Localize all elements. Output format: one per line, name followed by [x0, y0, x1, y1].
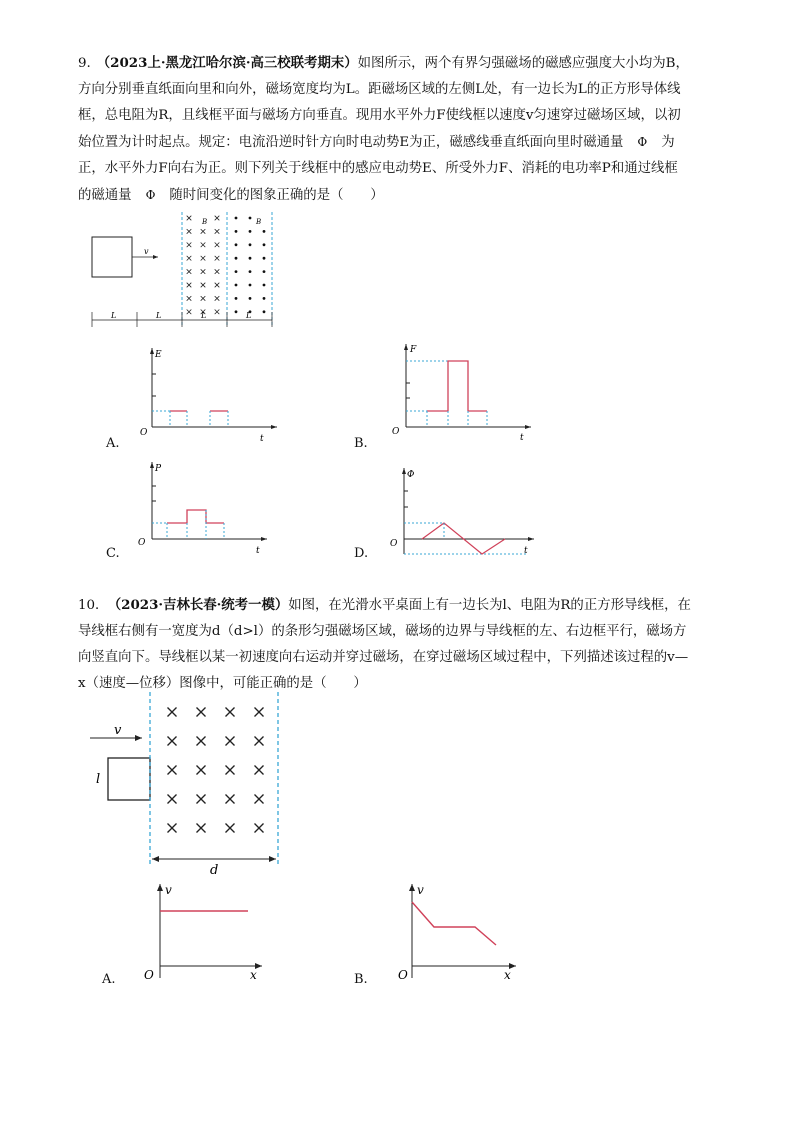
svg-text:O: O: [392, 427, 400, 437]
q10-field-diagram: [82, 692, 288, 880]
q10-option-a-graph[interactable]: [138, 880, 268, 980]
q10-source: （2023·吉林长春·统考一模）: [114, 597, 289, 613]
svg-text:O: O: [138, 538, 146, 548]
svg-text:t: t: [256, 546, 260, 556]
q9-text-6b: 随时间变化的图象正确的是（ ）: [169, 188, 384, 203]
field-out-dots: [235, 217, 266, 314]
q9-option-a-graph[interactable]: [132, 342, 282, 444]
svg-text:O: O: [398, 968, 408, 980]
question-10: [78, 592, 728, 697]
svg-text:t: t: [524, 546, 528, 556]
q9-text-4b: 为: [661, 135, 675, 150]
dim-label-3: L: [201, 311, 207, 320]
q10-option-a-label[interactable]: A.: [102, 972, 116, 987]
q10-line-4: x（速度—位移）图像中，可能正确的是（ ）: [78, 676, 367, 691]
svg-text:t: t: [520, 433, 524, 443]
svg-text:O: O: [140, 428, 148, 438]
q9-option-b-graph[interactable]: [386, 338, 536, 444]
field-label-in: B: [202, 218, 208, 226]
field-in-crosses: [187, 216, 220, 314]
velocity-arrowhead: [153, 255, 158, 259]
width-label: d: [210, 863, 219, 878]
q9-line-4: [78, 129, 728, 156]
phi-symbol-2: Φ: [145, 188, 156, 202]
q10-text-1: 如图，在光滑水平桌面上有一边长为l、电阻为R的正方形导线框，在: [288, 598, 691, 613]
field-label-out: B: [256, 218, 262, 226]
svg-text:O: O: [144, 968, 154, 980]
question-9: [78, 50, 728, 209]
dim-label-1: L: [111, 311, 117, 320]
q9-text-4a: 始位置为计时起点。规定：电流沿逆时针方向时电动势E为正，磁感线垂直纸面向里时磁通量: [78, 135, 624, 150]
dim-label-2: L: [156, 311, 162, 320]
q9-text-6a: 的磁通量: [78, 188, 132, 203]
q9-line-5: 正，水平外力F向右为正。则下列关于线框中的感应电动势E、所受外力F、消耗的电功率P和通过线框: [78, 161, 678, 176]
q9-line-3: 框，总电阻为R，且线框平面与磁场方向垂直。现用水平外力F使线框以速度v匀速穿过磁场区域，以初: [78, 108, 681, 123]
q9-line-6: [78, 182, 728, 209]
q10-line-2: 导线框右侧有一宽度为d（d>l）的条形匀强磁场区域，磁场的边界与导线框的左、右边框平行，磁场方: [78, 624, 687, 639]
svg-text:v: v: [417, 883, 424, 897]
q9-option-c-label[interactable]: C.: [106, 546, 120, 561]
svg-text:F: F: [410, 345, 417, 355]
velocity-arrowhead: [135, 735, 142, 741]
dim-label-4: L: [246, 311, 252, 320]
svg-text:P: P: [155, 464, 162, 474]
q10-line-1: [78, 592, 728, 619]
svg-text:E: E: [155, 350, 162, 360]
phi-symbol: Φ: [637, 135, 648, 149]
q9-option-a-label[interactable]: A.: [106, 436, 120, 451]
q10-line-3: 向竖直向下。导线框以某一初速度向右运动并穿过磁场，在穿过磁场区域过程中，下列描述该过程的v—: [78, 650, 689, 665]
svg-text:x: x: [250, 968, 257, 980]
velocity-label: v: [114, 723, 122, 738]
svg-text:O: O: [390, 539, 398, 549]
q9-source: （2023上·黑龙江哈尔滨·高三校联考期末）: [96, 55, 358, 71]
velocity-label: v: [144, 247, 149, 256]
field-crosses: [168, 708, 264, 833]
svg-text:Φ: Φ: [407, 470, 415, 480]
q9-line-2: 方向分别垂直纸面向里和向外，磁场宽度均为L。距磁场区域的左侧L处，有一边长为L的正方形导体线: [78, 82, 681, 97]
svg-text:v: v: [165, 883, 172, 897]
q9-field-diagram: [86, 212, 276, 332]
svg-text:x: x: [504, 968, 511, 980]
q10-number: 10．: [78, 598, 109, 613]
q10-option-b-label[interactable]: B.: [354, 972, 368, 987]
square-loop: [92, 237, 132, 277]
q9-option-d-graph[interactable]: [384, 462, 539, 558]
svg-text:t: t: [260, 434, 264, 444]
square-loop: [108, 758, 150, 800]
q9-option-d-label[interactable]: D.: [354, 546, 369, 561]
q10-option-b-graph[interactable]: [392, 880, 522, 980]
q9-option-b-label[interactable]: B.: [354, 436, 368, 451]
dimension-ticks: [92, 312, 272, 327]
q9-option-c-graph[interactable]: [132, 456, 272, 556]
side-label: l: [96, 772, 101, 787]
q9-text-1: 如图所示，两个有界匀强磁场的磁感应强度大小均为B，: [357, 56, 689, 71]
q9-line-1: [78, 50, 728, 77]
q9-number: 9.: [78, 56, 91, 71]
